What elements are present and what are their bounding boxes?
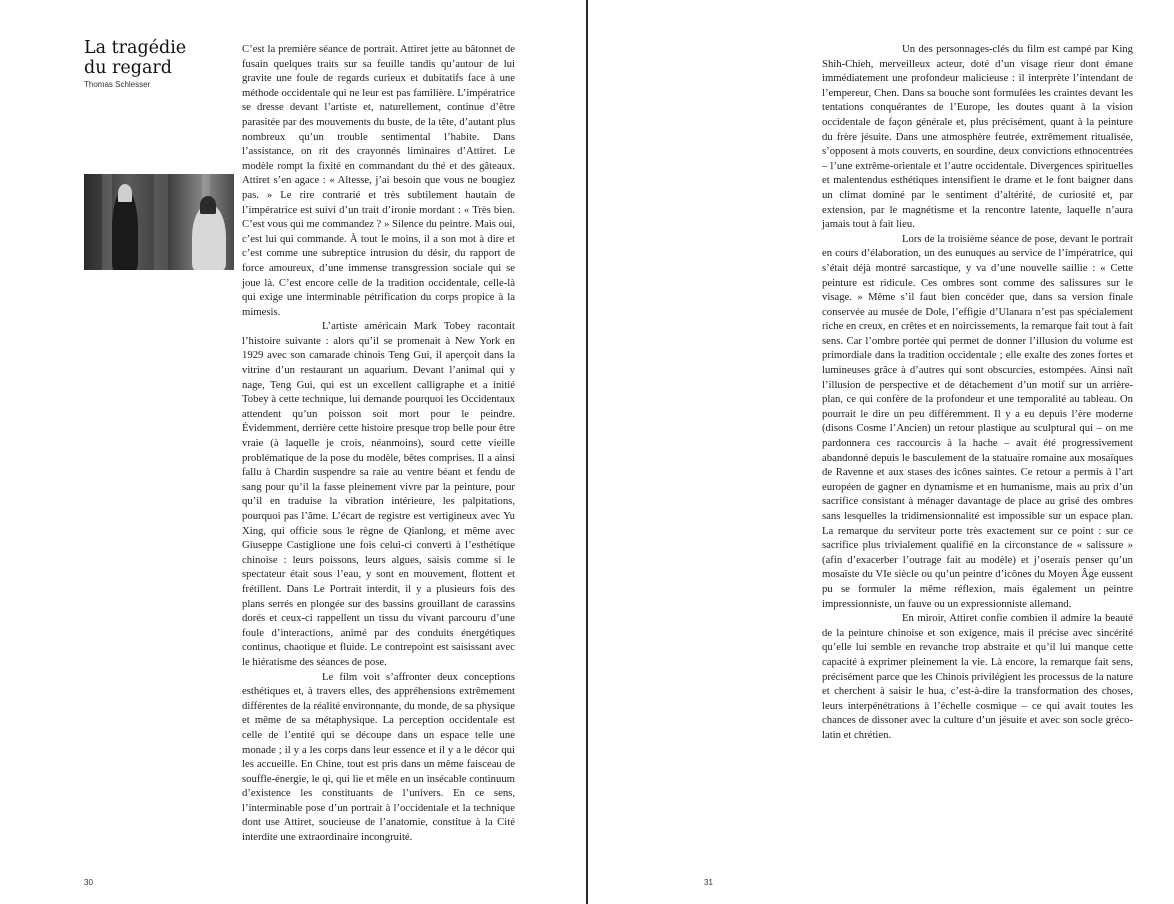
title-line-2: du regard bbox=[84, 58, 172, 78]
title-line-1: La tragédie bbox=[84, 38, 187, 58]
paragraph: Un des personnages-clés du film est campé par King Shih-Chieh, merveilleux acteur, doté d’un visage rieur dont émane immédiatement une profondeur malicieuse : il interprète l’intendant de l’empereur, Chen. Dans sa bouche sont formulées les craintes devant les tentations conquérantes de l’Europe, les doutes quant à la vision occidentale de façon générale et, plus précisément, quant à la peinture du frère jésuite. Dans une atmosphère feutrée, extrêmement ritualisée, s’opposent à mots couverts, en sourdine, deux convictions ethnocentrées – l’une extrême-orientale et l’autre occidentale. Divergences spirituelles et malentendus esthétiques intensifient le drame et le font baigner dans un climat dominé par le sentiment d’altérité, de curiosité et, par extension, par le magnétisme et la rencontre latente, laquelle n’aura jamais tout à fait lieu. bbox=[822, 43, 1133, 231]
right-page bbox=[588, 0, 1174, 904]
page-number: 30 bbox=[84, 878, 93, 887]
right-body-text bbox=[822, 42, 1133, 743]
paragraph: C’est la première séance de portrait. Attiret jette au bâtonnet de fusain quelques traits sur sa feuille tandis qu’autour de lui gravite une foule de regards curieux et dubitatifs face à une méthode occidentale qui ne leur est pas familière. L’impératrice se dresse devant l’artiste et, naturellement, continue d’être parasitée par des mouvements du buste, de la tête, d’autant plus nombreux qu’un trouble sentimental l’habite. Dans l’assistance, on rit des crayonnés liminaires d’Attiret. Le modèle rompt la fixité en commandant du thé et des gâteaux. Attiret s’en agace : « Altesse, j’ai besoin que vous ne bougiez pas. » Le rire contrarié et très subtilement hautain de l’impératrice est suivi d’un trait d’ironie mordant : « Très bien. C’est vous qui me commandez ? » Silence du peintre. Mais oui, c’est lui qui commande. À tout le moins, il a son mot à dire et c’est comme une subreptice intrusion du désir, du rapport de force amoureux, d’une immense transgression sociale qui se joue là. C’est encore celle de la tradition occidentale, celle-là qui exige une interminable pétrification du corps propice à la mimesis. bbox=[242, 43, 515, 318]
left-body-text bbox=[242, 42, 515, 845]
paragraph: Le film voit s’affronter deux conceptions esthétiques et, à travers elles, des appréhensions extrêmement différentes de la réalité environnante, du monde, de sa physique et même de sa métaphysique. La perception occidentale est celle de l’entité qui se découpe dans un espace telle une monade ; il y a les corps dans leur essence et il y a le décor qui les accueille. En Chine, tout est pris dans un même faisceau de souffle-énergie, le qi, qui lie et mêle en un insécable continuum d’existence les constituants de l’univers. En ce sens, l’interminable pose d’un portrait à l’occidentale et la technique dont use Attiret, soucieuse de l’anatomie, constitue à la Cité interdite une extraordinaire incongruité. bbox=[242, 670, 515, 844]
paragraph: L’artiste américain Mark Tobey racontait l’histoire suivante : alors qu’il se promenait à New York en 1929 avec son camarade chinois Teng Gui, il aperçoit dans la vitrine d’un restaurant un aquarium. Devant l’animal qui y nage, Teng Gui, qui est un excellent calligraphe et a initié Tobey à cette technique, lui demande pourquoi les Occidentaux attendent qu’un poisson soit mort pour le peindre. Évidemment, derrière cette histoire presque trop belle pour être vraie (à laquelle je crois, néanmoins), sourd cette vieille problématique de la pose du modèle, bêtes comprises. Il a ainsi fallu à Chardin suspendre sa raie au ventre béant et fendu de sang pour qu’il la fasse pleinement vivre par la peinture, pour qu’il en traduise la vibration intérieure, les palpitations, pourquoi pas l’âme. L’écart de registre est vertigineux avec Yu Xing, qui officie sous le règne de Qianlong, et même avec Giuseppe Castiglione une fois celui-ci converti à l’esthétique chinoise : leurs poissons, leurs algues, saisis comme si le spectateur était sous l’eau, y sont en mouvement, flottent et frétillent. Dans Le Portrait interdit, il y a plusieurs fois des plans serrés en plongée sur des bassins grouillant de carassins dorés et ceux-ci rappellent un tissu du vivant parcouru d’une foule d’interactions, animé par des conduits énergétiques continus, chaotique et fluide. Le contrepoint est saisissant avec le hiératisme des séances de pose. bbox=[242, 320, 515, 668]
paragraph: Lors de la troisième séance de pose, devant le portrait en cours d’élaboration, un des eunuques au service de l’impératrice, qui s’était déjà montré sarcastique, y va d’une nouvelle saillie : « Cette peinture est ridicule. Ces ombres sont comme des salissures sur le visage. » Même s’il faut bien concéder que, dans sa version finale conservée au musée de Dole, l’effigie d’Ulanara n’est pas spécialement riche en creux, en crêtes et en noircissements, la remarque fait tout à fait sens. Car l’ombre portée qui permet de donner l’illusion du volume est primordiale dans la tradition occidentale ; elle exalte des zones fortes et lumineuses grâce à d’autres qui sont obscurcies, estompées. Ainsi naît l’illusion de perspective et de détachement d’un motif sur un arrière-plan, ce qui confère de la profondeur et une temporalité au tableau. On pourrait le dire un peu différemment. Il y a eu depuis l’ère moderne (disons Cosme l’Ancien) un retour plastique au sculptural qui – on me pardonnera ces raccourcis à la hache – avait été progressivement abandonné depuis le basculement de la statuaire romaine aux mosaïques de Ravenne et aux stases des icônes saintes. Ce retour a permis à l’art européen de gagner en dynamisme et en humanisme, mais au prix d’un sacrifice consistant à ménager davantage de place au grisé des ombres sans lesquelles la tridimensionnalité est impossible sur un espace plan. La remarque du serviteur porte très exactement sur ce point : sur ce sacrifice plus trivialement qualifié en la circonstance de « salissure » (afin d’exacerber l’outrage fait au modèle) et j’oserais penser qu’un mosaïste du VIe siècle ou qu’un peintre d’icônes du Moyen Âge eussent pu se formuler la même réflexion, mais également un peintre impressionniste, un fauve ou un expressionniste allemand. bbox=[822, 232, 1133, 610]
page-number: 31 bbox=[704, 878, 713, 887]
film-still-photo bbox=[84, 174, 234, 270]
paragraph: En miroir, Attiret confie combien il admire la beauté de la peinture chinoise et son exigence, mais il précise avec sincérité qu’elle lui semble en revanche trop abstraite et qu’il lui manque cette capacité à exprimer pleinement la vie. Là encore, la remarque fait sens, précisément parce que les Chinois privilégient les processus de la nature et cherchent à saisir le hua, c’est-à-dire la transformation des choses, leurs interpénétrations à l’échelle cosmique – ce qui avait toutes les chances de dissoner avec la culture d’un jésuite et avec son socle gréco-latin et chrétien. bbox=[822, 612, 1133, 741]
article-title bbox=[84, 38, 214, 78]
author-name: Thomas Schlesser bbox=[84, 80, 151, 89]
left-page bbox=[0, 0, 586, 904]
